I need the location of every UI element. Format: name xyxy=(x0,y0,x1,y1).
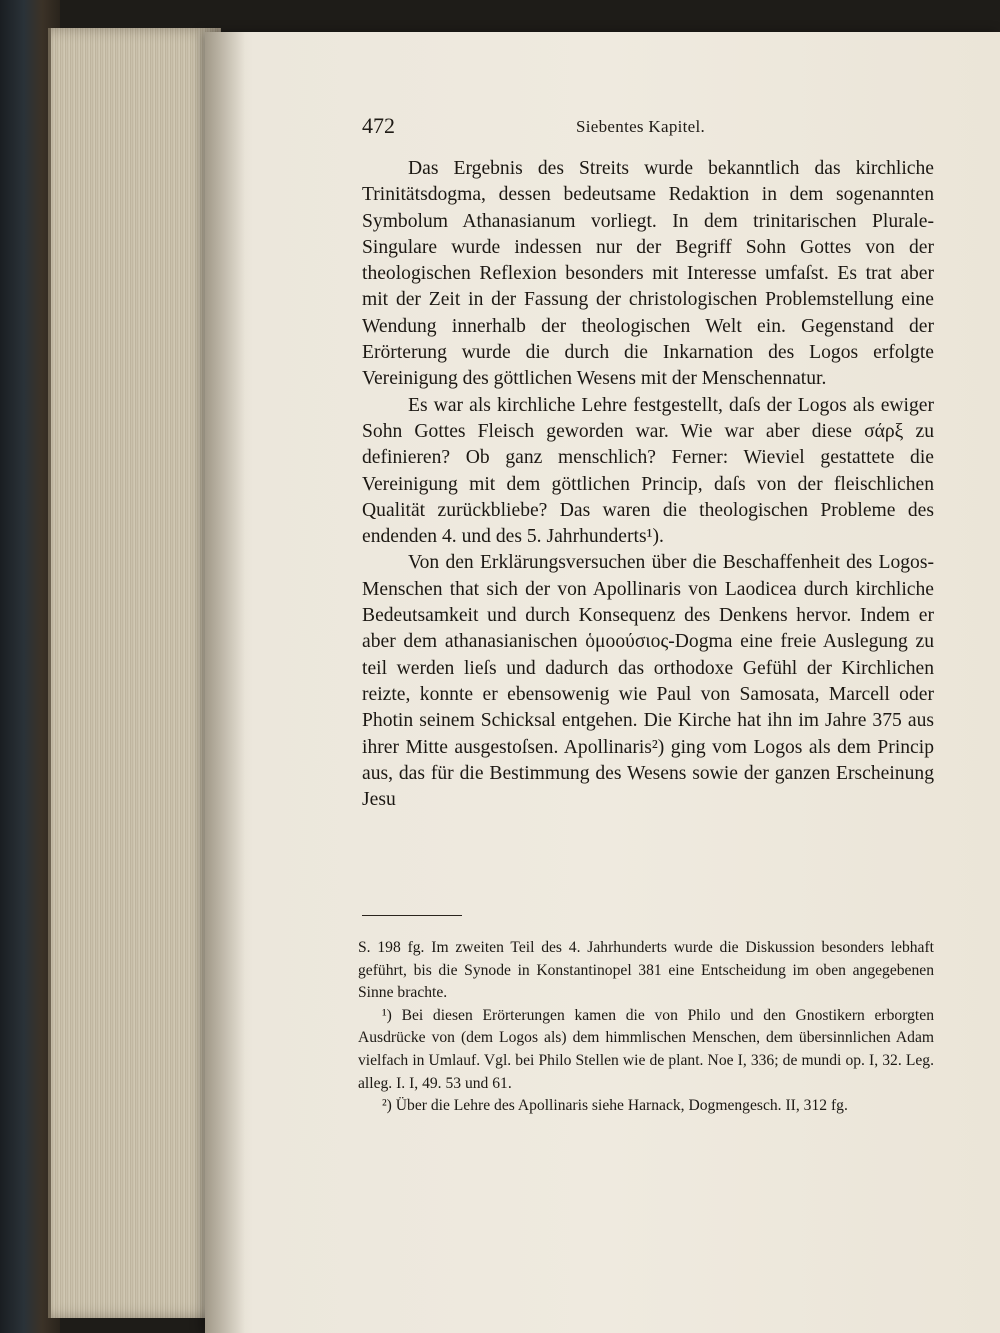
page-edges xyxy=(48,28,221,1318)
page-number: 472 xyxy=(362,113,395,138)
paragraph: Es war als kirchliche Lehre festgestellt, daſs der Logos als ewiger Sohn Gottes Fleisch geworden war. Wie war aber diese σάρξ zu definieren? Ob ganz menschlich? Ferner: Wieviel gestattete die Vereinigung mit dem göttlichen Princip, daſs von der fleischlichen Qualität zurückbliebe? Das waren die theologischen Probleme des endenden 4. und des 5. Jahrhunderts¹). xyxy=(362,394,934,548)
page-header xyxy=(362,113,934,143)
footnote-divider xyxy=(362,915,462,916)
paragraph: Von den Erklärungsversuchen über die Beschaffenheit des Logos-Menschen that sich der von Apollinaris von Laodicea durch kirchliche Bedeutsamkeit und durch Konsequenz des Denkens hervor. Indem er aber dem athanasianischen ὁμοούσιος-Dogma eine freie Auslegung zu teil werden lieſs und dadurch das orthodoxe Gefühl der Kirchlichen reizte, konnte er ebensowenig wie Paul von Samosata, Marcell oder Photin seinem Schicksal entgehen. Die Kirche hat ihn im Jahre 375 aus ihrer Mitte ausgestoſsen. Apollinaris²) ging vom Logos als dem Princip aus, das für die Bestimmung des Wesens sowie der ganzen Erscheinung Jesu xyxy=(362,552,934,811)
footnote: S. 198 fg. Im zweiten Teil des 4. Jahrhunderts wurde die Diskussion besonders lebhaft geführt, bis die Synode in Konstantinopel 381 eine Entscheidung im oben angegebenen Sinne brachte. xyxy=(358,939,934,1002)
running-head: Siebentes Kapitel. xyxy=(576,117,706,136)
main-text xyxy=(362,156,934,813)
footnote: ¹) Bei diesen Erörterungen kamen die von Philo und den Gnostikern erborgten Ausdrücke von (dem Logos als) dem himmlischen Menschen, dem übersinnlichen Adam vielfach in Umlauf. Vgl. bei Philo Stellen wie de plant. Noe I, 336; de mundi op. I, 32. Leg. alleg. I. I, 49. 53 und 61. xyxy=(358,1006,934,1092)
gutter-shadow xyxy=(205,32,245,1333)
paragraph: Das Ergebnis des Streits wurde bekanntlich das kirchliche Trinitätsdogma, dessen bedeutsame Redaktion in dem sogenannten Symbolum Athanasianum vorliegt. In dem trinitarischen Plurale-Singulare wurde indessen nur der Begriff Sohn Gottes von der theologischen Reflexion besonders mit Interesse umfaſst. Es trat aber mit der Zeit in der Fassung der christologischen Problemstellung eine Wendung innerhalb der theologischen Welt ein. Gegenstand der Erörterung wurde die durch die Inkarnation des Logos erfolgte Vereinigung des göttlichen Wesens mit der Menschennatur. xyxy=(362,158,934,390)
footnote: ²) Über die Lehre des Apollinaris siehe Harnack, Dogmengesch. II, 312 fg. xyxy=(382,1097,848,1115)
footnotes xyxy=(358,937,934,1118)
